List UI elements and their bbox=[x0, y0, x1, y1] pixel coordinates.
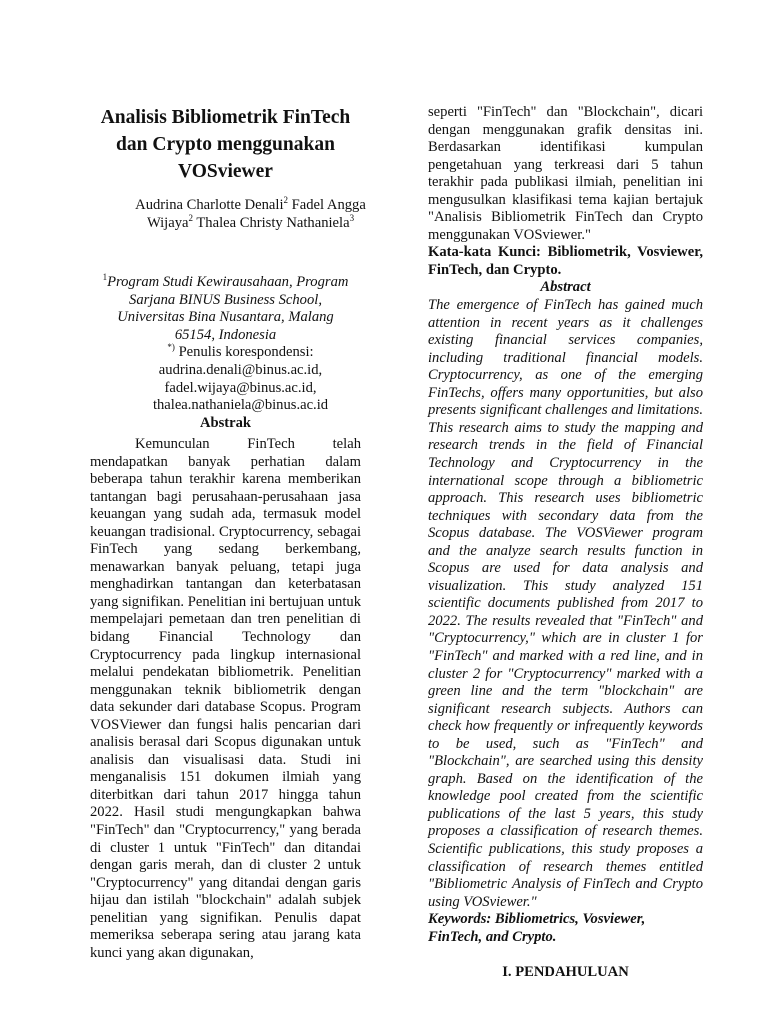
author-3-sup: 3 bbox=[349, 213, 355, 224]
paper-title: Analisis Bibliometrik FinTech dan Crypto menggunakan VOSviewer bbox=[100, 107, 351, 182]
abstrak-paragraph: Kemunculan FinTech telah mendapatkan banyak perhatian dalam beberapa tahun terakhir karena memberikan tantangan bagi perusahaan-perusahaan jasa keuangan yang sudah ada, termasuk model keuangan tradisional. Cryptocurrency, sebagai FinTech yang sedang berkembang, menawarkan banyak peluang, tetapi juga menghadirkan tantangan dan keterbatasan yang signifikan. Penelitian ini bertujuan untuk mempelajari pemetaan dan tren penelitian di bidang Financial Technology dan Cryptocurrency pada lingkup internasional melalui pendekatan bibliometrik. Penelitian menggunakan teknik bibliometrik dengan data sekunder dari database Scopus. Program VOSViewer dan fungsi halis pencarian dari analisis berasal dari Scopus digunakan untuk analisis dan visualisasi data. Studi ini menganalisis 151 dokumen ilmiah yang diterbitkan dari tahun 2017 hingga tahun 2022. Hasil studi mengungkapkan bahwa "FinTech" dan "Cryptocurrency," yang berada di cluster 1 untuk "FinTech" dan ditandai dengan garis merah, dan di cluster 2 untuk "Cryptocurrency" yang ditandai dengan garis hijau dan istilah "blockchain" adalah subjek penelitian yang signifikan. Penulis dapat memeriksa seberapa sering atau jarang kata kunci yang akan digunakan, bbox=[90, 436, 361, 961]
author-2-sup: 2 bbox=[188, 213, 193, 224]
author-list bbox=[135, 196, 366, 232]
keywords: Keywords: Bibliometrics, Vosviewer, FinTech, and Crypto. bbox=[428, 911, 646, 945]
affiliation-sup: 1 bbox=[102, 272, 108, 283]
author-1-sup: 2 bbox=[283, 195, 288, 206]
email-3[interactable]: thalea.nathaniela@binus.ac.id bbox=[152, 397, 329, 414]
abstrak-heading: Abstrak bbox=[199, 414, 252, 431]
email-2[interactable]: fadel.wijaya@binus.ac.id, bbox=[164, 379, 317, 396]
author-2: Fadel Angga Wijaya bbox=[146, 197, 366, 231]
affiliation-text: Program Studi Kewirausahaan, Program Sarjana BINUS Business School, Universitas Bina Nusantara, Malang 65154, Indonesia bbox=[107, 274, 349, 343]
correspondence-label: Penulis korespondensi: bbox=[174, 344, 314, 361]
abstract-heading: Abstract bbox=[540, 279, 591, 296]
author-3: Thalea Christy Nathaniela bbox=[193, 215, 350, 231]
correspondence-sup: *) bbox=[167, 342, 175, 353]
affiliation-block bbox=[90, 274, 361, 432]
email-1[interactable]: audrina.denali@binus.ac.id, bbox=[158, 361, 323, 378]
author-1: Audrina Charlotte Denali bbox=[135, 197, 284, 213]
abstract-paragraph: The emergence of FinTech has gained much attention in recent years as it challenges existing financial services companies, including traditional financial models. Cryptocurrency, as one of the emerging FinTechs, offers many opportunities, but also presents significant challenges and limitations. This research aims to study the mapping and research trends in the field of Financial Technology and Cryptocurrency in the international scope through a bibliometric approach. This research uses bibliometric techniques with secondary data from the Scopus database. The VOSViewer program and the analyze search results function in Scopus are used for data analysis and visualization. This study analyzed 151 scientific documents published from 2017 to 2022. The results revealed that "FinTech" and "Cryptocurrency," which are in cluster 1 for "FinTech" and marked with a red line, and in cluster 2 for "Cryptocurrency" marked with a green line and the term "blockchain" are significant research subjects. Authors can check how frequently or infrequently keywords to be used, such as "FinTech" and "Blockchain", are searched using this density graph. Based on the identification of the knowledge pool created from the scientific publications of the last 5 years, this study proposes a classification of research themes. Scientific publications, this study proposes a classification of research themes entitled "Bibliometric Analysis of FinTech and Crypto using VOSviewer." bbox=[428, 297, 703, 910]
right-column bbox=[428, 104, 703, 982]
spacer bbox=[428, 946, 703, 964]
section-heading: I. PENDAHULUAN bbox=[502, 964, 629, 981]
kata-kunci: Kata-kata Kunci: Bibliometrik, Vosviewer, FinTech, dan Crypto. bbox=[428, 244, 703, 278]
left-column bbox=[90, 436, 361, 962]
abstrak-continued: seperti "FinTech" dan "Blockchain", dicari dengan menggunakan grafik densitas ini. Berdasarkan identifikasi kumpulan pengetahuan yang terkreasi dari 5 tahun terakhir pada publikasi ilmiah, penelitian ini mengusulkan klasifikasi tema kajian bertajuk "Analisis Bibliometrik FinTech dan Crypto menggunakan VOSviewer." bbox=[428, 104, 703, 243]
